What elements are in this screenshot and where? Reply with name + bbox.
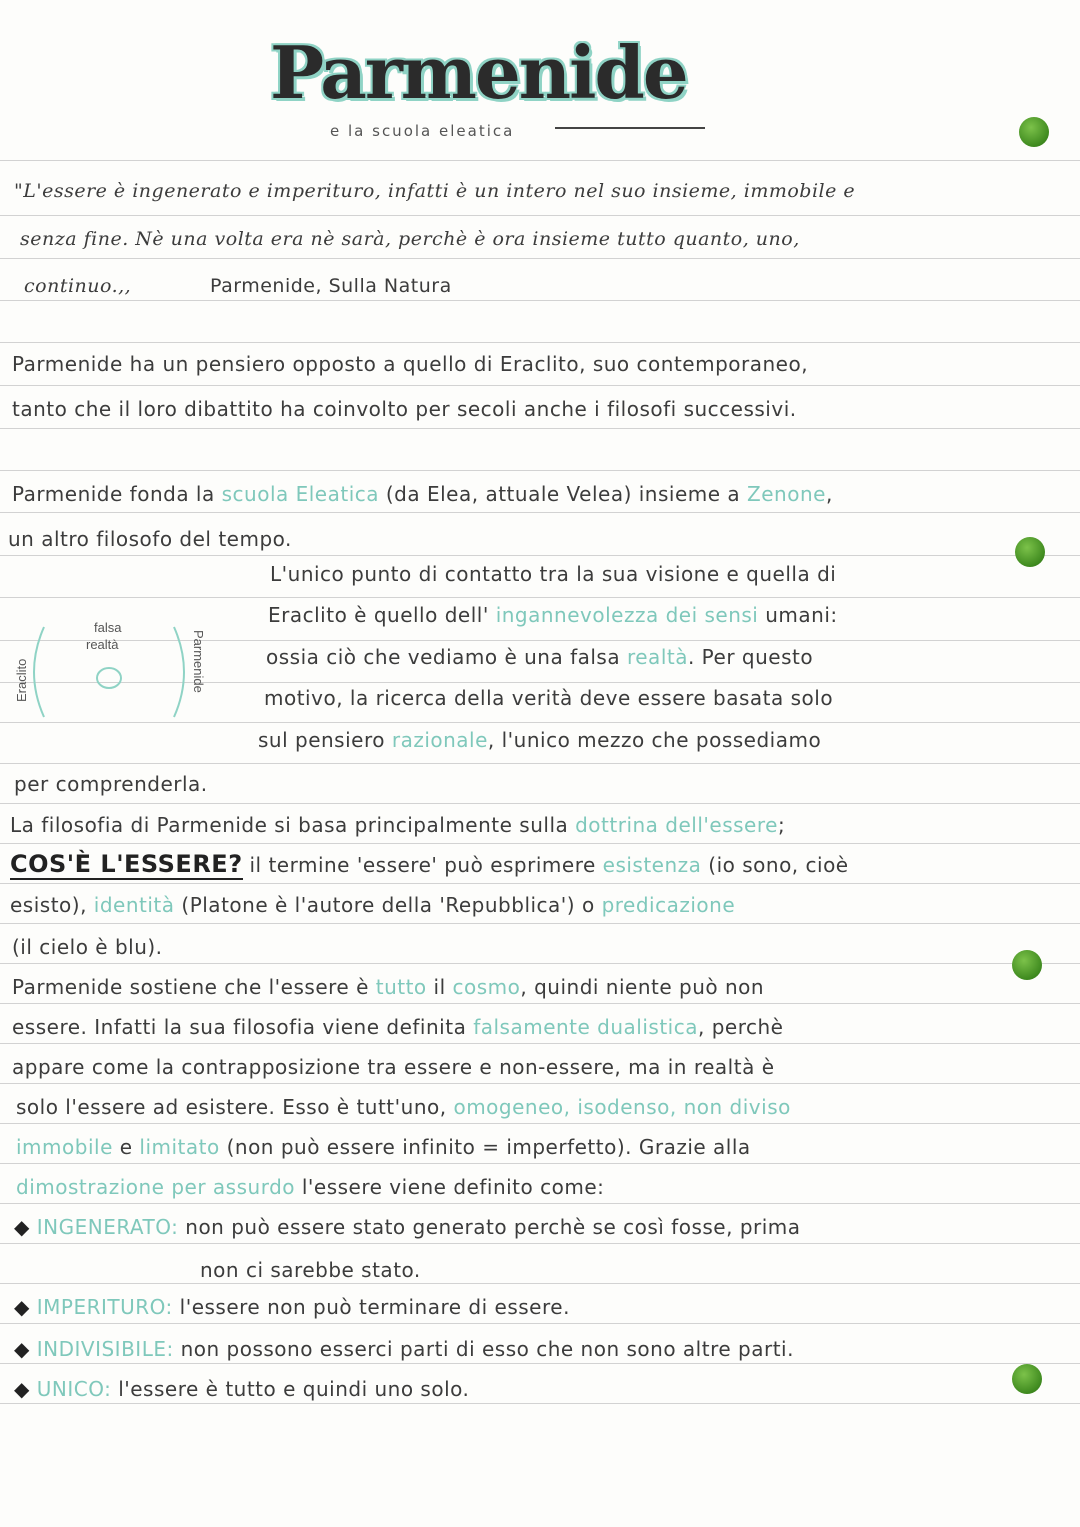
center-circle xyxy=(97,668,121,688)
text: ; xyxy=(777,813,786,837)
text: , quindi niente può non xyxy=(520,975,765,999)
rule-line xyxy=(0,160,1080,161)
green-dot-icon xyxy=(1012,950,1042,980)
text: sul pensiero xyxy=(258,728,392,752)
rule-line xyxy=(0,215,1080,216)
rule-line xyxy=(0,470,1080,471)
rule-line xyxy=(0,342,1080,343)
para4-line-3 xyxy=(10,893,735,917)
right-bracket xyxy=(174,627,184,717)
text: . Per questo xyxy=(687,645,814,669)
rule-line xyxy=(0,1003,1080,1004)
text: , perchè xyxy=(698,1015,784,1039)
para4-line-2 xyxy=(10,850,849,878)
highlight-ingannevolezza: ingannevolezza dei sensi xyxy=(495,603,759,627)
text: essere. Infatti la sua filosofia viene definita xyxy=(12,1015,474,1039)
para5-line-2 xyxy=(12,1015,783,1039)
para4-line-1 xyxy=(10,813,785,837)
bullet-text: non possono esserci parti di esso che non sono altre parti. xyxy=(173,1337,794,1361)
rule-line xyxy=(0,1363,1080,1364)
highlight-esistenza: esistenza xyxy=(602,853,702,877)
rule-line xyxy=(0,722,1080,723)
rule-line xyxy=(0,1283,1080,1284)
rule-line xyxy=(0,597,1080,598)
bullet-item xyxy=(14,1377,469,1401)
para2-line-2: un altro filosofo del tempo. xyxy=(8,527,292,551)
rule-line xyxy=(0,512,1080,513)
diagram-realta: realtà xyxy=(86,637,119,652)
rule-line xyxy=(0,385,1080,386)
diamond-bullet-icon: ◆ xyxy=(14,1295,37,1319)
highlight-immobile: immobile xyxy=(16,1135,113,1159)
rule-line xyxy=(0,963,1080,964)
para5-line-5 xyxy=(16,1135,751,1159)
para1-line-2: tanto che il loro dibattito ha coinvolto per secoli anche i filosofi successivi. xyxy=(12,397,797,421)
rule-line xyxy=(0,843,1080,844)
highlight-zenone: Zenone xyxy=(747,482,826,506)
diagram-svg xyxy=(14,622,214,722)
diamond-bullet-icon: ◆ xyxy=(14,1337,37,1361)
quote-line-3: continuo.,, xyxy=(24,275,132,297)
rule-line xyxy=(0,555,1080,556)
rule-line xyxy=(0,1403,1080,1404)
text: (Platone è l'autore della 'Repubblica') o xyxy=(174,893,602,917)
bullet-term: UNICO: xyxy=(36,1377,112,1401)
bullet-term: INGENERATO: xyxy=(36,1215,179,1239)
bullet-term: INDIVISIBILE: xyxy=(36,1337,174,1361)
rule-line xyxy=(0,1163,1080,1164)
bullet-term: IMPERITURO: xyxy=(36,1295,173,1319)
text: esisto), xyxy=(10,893,94,917)
text: l'essere viene definito come: xyxy=(295,1175,605,1199)
highlight-dimostrazione-assurdo: dimostrazione per assurdo xyxy=(16,1175,295,1199)
diamond-bullet-icon: ◆ xyxy=(14,1377,37,1401)
rule-line xyxy=(0,1203,1080,1204)
para3-line-2 xyxy=(268,603,838,627)
highlight-omogeneo: omogeneo, isodenso, non diviso xyxy=(453,1095,791,1119)
rule-line xyxy=(0,883,1080,884)
text: La filosofia di Parmenide si basa principalmente sulla xyxy=(10,813,576,837)
rule-line xyxy=(0,1243,1080,1244)
text: solo l'essere ad esistere. Esso è tutt'uno, xyxy=(16,1095,454,1119)
para5-line-4 xyxy=(16,1095,791,1119)
text: Parmenide sostiene che l'essere è xyxy=(12,975,376,999)
highlight-limitato: limitato xyxy=(139,1135,220,1159)
para3-line-6: per comprenderla. xyxy=(14,772,208,796)
para3-line-3 xyxy=(266,645,813,669)
green-dot-icon xyxy=(1015,537,1045,567)
left-bracket xyxy=(34,627,44,717)
text: , l'unico mezzo che possediamo xyxy=(487,728,822,752)
green-dot-icon xyxy=(1019,117,1049,147)
highlight-scuola-eleatica: scuola Eleatica xyxy=(221,482,380,506)
diagram-eraclito-label: Eraclito xyxy=(14,658,29,702)
diamond-bullet-icon: ◆ xyxy=(14,1215,37,1239)
para1-line-1: Parmenide ha un pensiero opposto a quello di Eraclito, suo contemporaneo, xyxy=(12,352,809,376)
rule-line xyxy=(0,1323,1080,1324)
rule-line xyxy=(0,300,1080,301)
cos-e-essere-heading: COS'È L'ESSERE? xyxy=(10,850,243,878)
page-title: Parmenide xyxy=(270,30,687,115)
bullet-item xyxy=(14,1295,570,1319)
text: Parmenide fonda la xyxy=(12,482,222,506)
para2-line-1 xyxy=(12,482,833,506)
rule-line xyxy=(0,763,1080,764)
para3-line-1: L'unico punto di contatto tra la sua visione e quella di xyxy=(270,562,837,586)
highlight-tutto: tutto xyxy=(375,975,427,999)
para5-line-1 xyxy=(12,975,764,999)
text: (io sono, cioè xyxy=(701,853,849,877)
rule-line xyxy=(0,428,1080,429)
highlight-predicazione: predicazione xyxy=(601,893,736,917)
bullet-text: l'essere non può terminare di essere. xyxy=(172,1295,570,1319)
para4-line-4: (il cielo è blu). xyxy=(12,935,163,959)
bullet-item xyxy=(14,1337,794,1361)
quote-line-2: senza fine. Nè una volta era nè sarà, perchè è ora insieme tutto quanto, uno, xyxy=(20,228,800,250)
para5-line-3: appare come la contrapposizione tra essere e non-essere, ma in realtà è xyxy=(12,1055,775,1079)
para3-line-5 xyxy=(258,728,821,752)
text: Eraclito è quello dell' xyxy=(268,603,496,627)
rule-line xyxy=(0,803,1080,804)
rule-line xyxy=(0,1083,1080,1084)
text: umani: xyxy=(758,603,838,627)
bullet-item xyxy=(14,1215,801,1239)
green-dot-icon xyxy=(1012,1364,1042,1394)
text: il termine 'essere' può esprimere xyxy=(242,853,603,877)
rule-line xyxy=(0,258,1080,259)
quote-line-1: "L'essere è ingenerato e imperituro, infatti è un intero nel suo insieme, immobile e xyxy=(14,180,856,202)
diagram-parmenide-label: Parmenide xyxy=(191,630,206,693)
bullet-text: non può essere stato generato perchè se così fosse, prima xyxy=(178,1215,801,1239)
text: (non può essere infinito = imperfetto). Grazie alla xyxy=(219,1135,751,1159)
eraclito-parmenide-diagram xyxy=(14,622,214,722)
highlight-falsamente-dualistica: falsamente dualistica xyxy=(473,1015,698,1039)
highlight-dottrina-essere: dottrina dell'essere xyxy=(575,813,778,837)
rule-line xyxy=(0,923,1080,924)
bullet-continuation: non ci sarebbe stato. xyxy=(200,1258,421,1282)
subtitle-underline xyxy=(555,127,705,129)
quote-source: Parmenide, Sulla Natura xyxy=(210,275,452,297)
highlight-cosmo: cosmo xyxy=(452,975,521,999)
text: ossia ciò che vediamo è una falsa xyxy=(266,645,627,669)
para5-line-6 xyxy=(16,1175,604,1199)
text: (da Elea, attuale Velea) insieme a xyxy=(379,482,748,506)
bullet-text: l'essere è tutto e quindi uno solo. xyxy=(111,1377,470,1401)
page-subtitle: e la scuola eleatica xyxy=(330,122,515,140)
text: e xyxy=(112,1135,140,1159)
highlight-realta: realtà xyxy=(626,645,688,669)
para3-line-4: motivo, la ricerca della verità deve essere basata solo xyxy=(264,686,834,710)
rule-line xyxy=(0,1043,1080,1044)
highlight-razionale: razionale xyxy=(391,728,488,752)
diagram-falsa: falsa xyxy=(94,622,122,635)
highlight-identita: identità xyxy=(93,893,175,917)
text: , xyxy=(825,482,833,506)
text: il xyxy=(426,975,453,999)
rule-line xyxy=(0,1123,1080,1124)
